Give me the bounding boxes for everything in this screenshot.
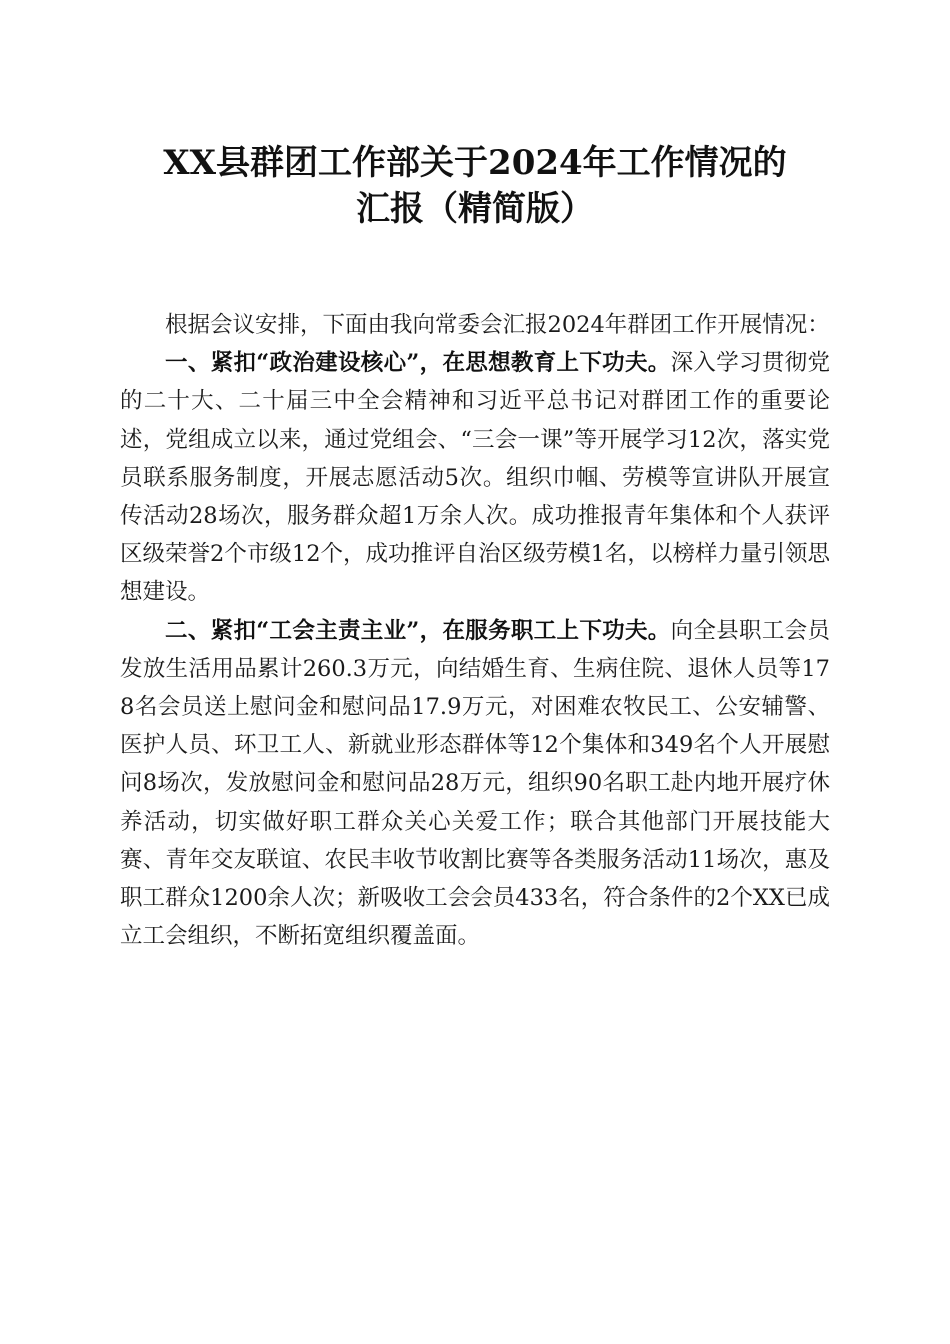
section-paragraph-1 (120, 344, 830, 611)
title-line-2: 汇报（精简版） (356, 189, 594, 229)
document-body (120, 306, 830, 955)
document-content (120, 140, 830, 955)
section-paragraph-2 (120, 612, 830, 956)
section-heading-2: 二、紧扣“工会主责主业”，在服务职工上下功夫。 (165, 617, 671, 644)
section-heading-1: 一、紧扣“政治建设核心”，在思想教育上下功夫。 (165, 350, 671, 377)
section-body-2: 向全县职工会员发放生活用品累计260.3万元，向结婚生育、生病住院、退休人员等178名会员送上慰问金和慰问品17.9万元，对困难农牧民工、公安辅警、医护人员、环卫工人、新就业形态群体等12个集体和349名个人开展慰问8场次，发放慰问金和慰问品28万元，组织90名职工赴内地开展疗休养活动，切实做好职工群众关心关爱工作；联合其他部门开展技能大赛、青年交友联谊、农民丰收节收割比赛等各类服务活动11场次，惠及职工群众1200余人次；新吸收工会会员433名，符合条件的2个XX已成立工会组织，不断拓宽组织覆盖面。 (120, 617, 830, 950)
document-title (120, 140, 830, 232)
section-body-1: 深入学习贯彻党的二十大、二十届三中全会精神和习近平总书记对群团工作的重要论述，党组成立以来，通过党组会、“三会一课”等开展学习12次，落实党员联系服务制度，开展志愿活动5次。组织巾帼、劳模等宣讲队开展宣传活动28场次，服务群众超1万余人次。成功推报青年集体和个人获评区级荣誉2个市级12个，成功推评自治区级劳模1名，以榜样力量引领思想建设。 (120, 350, 830, 606)
intro-paragraph: 根据会议安排，下面由我向常委会汇报2024年群团工作开展情况： (165, 312, 830, 338)
title-line-1: XX县群团工作部关于2024年工作情况的 (163, 143, 787, 183)
